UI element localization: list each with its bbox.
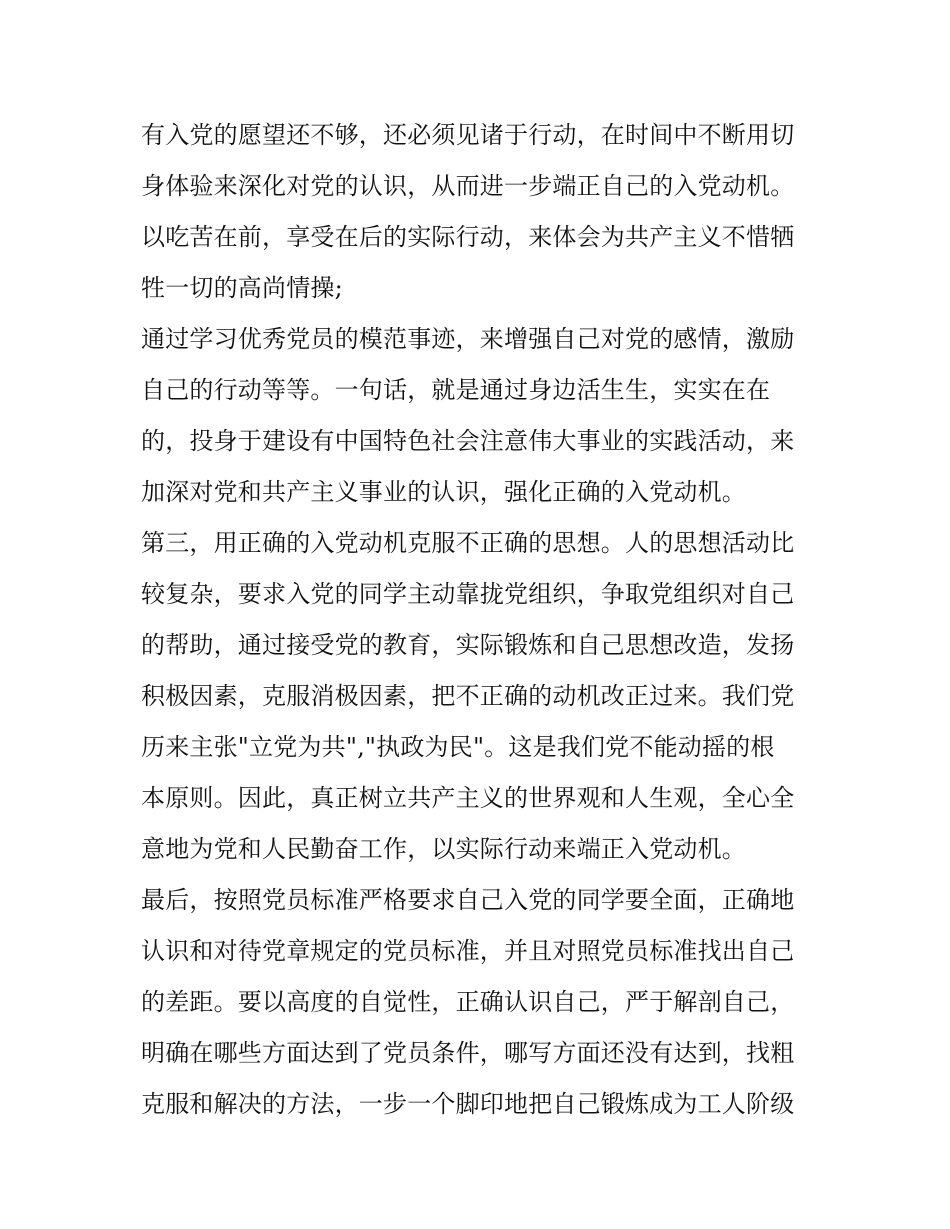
text-line: 积极因素，克服消极因素，把不正确的动机改正过来。我们党 — [141, 682, 795, 710]
text-line: 的差距。要以高度的自觉性，正确认识自己，严于解剖自己， — [141, 988, 795, 1016]
text-line: 认识和对待党章规定的党员标准，并且对照党员标准找出自己 — [141, 937, 795, 965]
text-line: 加深对党和共产主义事业的认识，强化正确的入党动机。 — [141, 478, 746, 506]
text-line: 的帮助，通过接受党的教育，实际锻炼和自己思想改造，发扬 — [141, 631, 795, 659]
text-line: 牲一切的高尚情操; — [141, 274, 343, 302]
text-line: 本原则。因此，真正树立共产主义的世界观和人生观，全心全 — [141, 784, 795, 812]
text-line: 以吃苦在前，享受在后的实际行动，来体会为共产主义不惜牺 — [141, 223, 795, 251]
text-line: 身体验来深化对党的认识，从而进一步端正自己的入党动机。 — [141, 172, 795, 200]
text-line: 的，投身于建设有中国特色社会注意伟大事业的实践活动，来 — [141, 427, 795, 455]
text-line: 历来主张"立党为共","执政为民"。这是我们党不能动摇的根 — [141, 733, 775, 761]
body-text — [141, 110, 821, 1130]
text-line: 第三，用正确的入党动机克服不正确的思想。人的思想活动比 — [141, 529, 795, 557]
text-line: 较复杂，要求入党的同学主动靠拢党组织，争取党组织对自己 — [141, 580, 795, 608]
text-line: 意地为党和人民勤奋工作，以实际行动来端正入党动机。 — [141, 835, 746, 863]
text-line: 克服和解决的方法，一步一个脚印地把自己锻炼成为工人阶级 — [141, 1090, 795, 1118]
text-line: 通过学习优秀党员的模范事迹，来增强自己对党的感情，激励 — [141, 325, 795, 353]
text-line: 有入党的愿望还不够，还必须见诸于行动，在时间中不断用切 — [141, 121, 795, 149]
text-line: 最后，按照党员标准严格要求自己入党的同学要全面，正确地 — [141, 886, 795, 914]
text-line: 自己的行动等等。一句话，就是通过身边活生生，实实在在 — [141, 376, 771, 404]
text-line: 明确在哪些方面达到了党员条件，哪写方面还没有达到，找粗 — [141, 1039, 795, 1067]
